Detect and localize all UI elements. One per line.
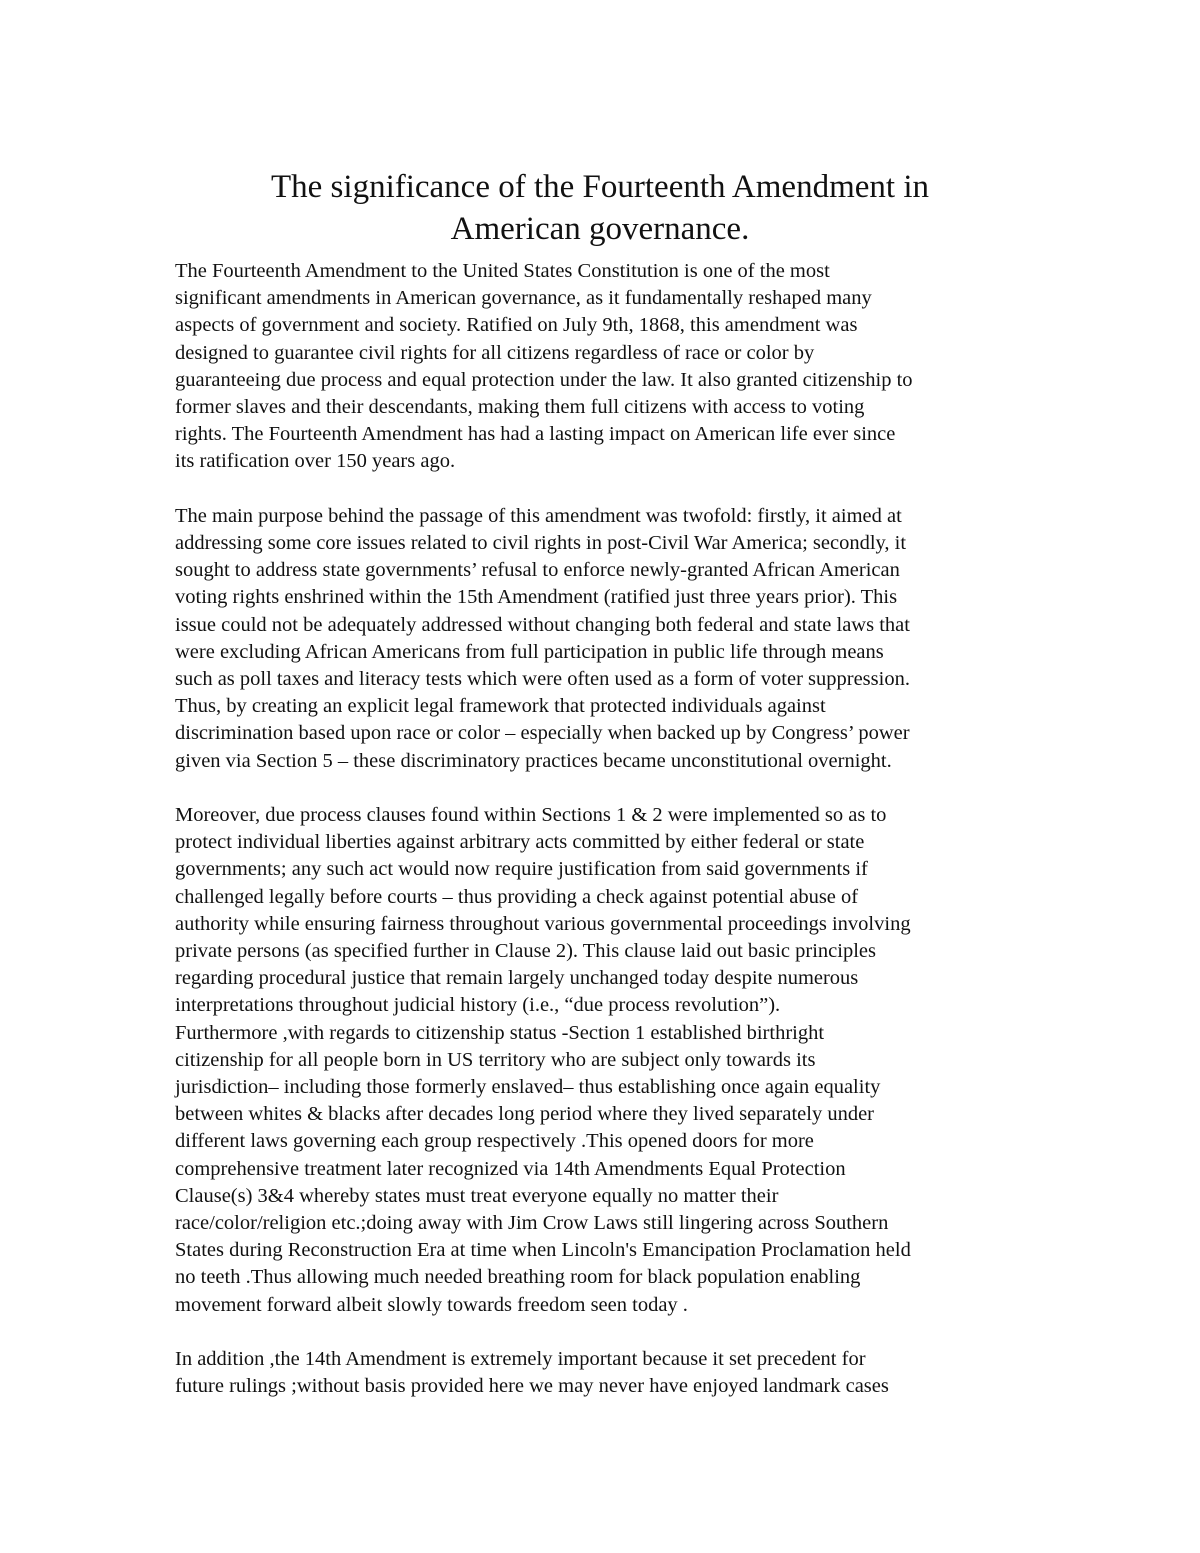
text-line: voting rights enshrined within the 15th Amendment (ratified just three years prior). This (175, 586, 898, 609)
text-line: rights. The Fourteenth Amendment has had a lasting impact on American life ever since (175, 423, 896, 446)
text-line: citizenship for all people born in US territory who are subject only towards its (175, 1048, 816, 1071)
text-line: such as poll taxes and literacy tests which were often used as a form of voter suppression. (175, 668, 910, 691)
text-line: were excluding African Americans from full participation in public life through means (175, 640, 884, 663)
text-line: jurisdiction– including those formerly enslaved– thus establishing once again equality (175, 1076, 881, 1099)
text-line: future rulings ;without basis provided here we may never have enjoyed landmark cases (175, 1375, 889, 1398)
title-line: American governance. (450, 211, 750, 247)
text-line: governments; any such act would now require justification from said governments if (175, 858, 868, 881)
text-line: designed to guarantee civil rights for all citizens regardless of race or color by (175, 341, 815, 364)
text-line: former slaves and their descendants, making them full citizens with access to voting (175, 396, 865, 419)
text-line: movement forward albeit slowly towards freedom seen today . (175, 1293, 688, 1316)
text-line: Furthermore ,with regards to citizenship status -Section 1 established birthright (175, 1021, 825, 1044)
text-line: Clause(s) 3&4 whereby states must treat everyone equally no matter their (175, 1184, 779, 1207)
document-body (175, 258, 1035, 1400)
text-line: Thus, by creating an explicit legal framework that protected individuals against (175, 695, 826, 718)
paragraph-2 (175, 503, 1035, 775)
text-line: significant amendments in American governance, as it fundamentally reshaped many (175, 287, 872, 310)
text-line: interpretations throughout judicial history (i.e., “due process revolution”). (175, 994, 781, 1017)
text-line: sought to address state governments’ refusal to enforce newly-granted African American (175, 559, 900, 582)
text-line: In addition ,the 14th Amendment is extremely important because it set precedent for (175, 1348, 866, 1371)
text-line: protect individual liberties against arbitrary acts committed by either federal or state (175, 831, 865, 854)
text-line: addressing some core issues related to civil rights in post-Civil War America; secondly, it (175, 532, 907, 555)
text-line: aspects of government and society. Ratified on July 9th, 1868, this amendment was (175, 314, 858, 337)
text-line: issue could not be adequately addressed without changing both federal and state laws that (175, 613, 910, 636)
text-line: discrimination based upon race or color – especially when backed up by Congress’ power (175, 722, 910, 745)
text-line: private persons (as specified further in Clause 2). This clause laid out basic principles (175, 940, 876, 963)
text-line: The main purpose behind the passage of this amendment was twofold: firstly, it aimed at (175, 504, 902, 527)
text-line: its ratification over 150 years ago. (175, 450, 456, 473)
paragraph-1 (175, 258, 1035, 476)
text-line: The Fourteenth Amendment to the United States Constitution is one of the most (175, 260, 830, 282)
text-line: Moreover, due process clauses found within Sections 1 & 2 were implemented so as to (175, 804, 887, 827)
text-line: authority while ensuring fairness throughout various governmental proceedings involving (175, 912, 911, 935)
text-line: between whites & blacks after decades long period where they lived separately under (175, 1103, 875, 1126)
paragraph-4 (175, 1346, 1035, 1400)
title-line: The significance of the Fourteenth Amendment in (271, 169, 929, 205)
paragraph-3 (175, 802, 1035, 1319)
text-line: different laws governing each group respectively .This opened doors for more (175, 1130, 814, 1153)
text-line: challenged legally before courts – thus providing a check against potential abuse of (175, 885, 859, 908)
text-line: regarding procedural justice that remain largely unchanged today despite numerous (175, 967, 859, 990)
text-line: race/color/religion etc.;doing away with Jim Crow Laws still lingering across Southern (175, 1212, 889, 1235)
text-line: no teeth .Thus allowing much needed breathing room for black population enabling (175, 1266, 861, 1289)
text-line: guaranteeing due process and equal protection under the law. It also granted citizenship to (175, 368, 913, 391)
text-line: comprehensive treatment later recognized via 14th Amendments Equal Protection (175, 1157, 846, 1180)
text-line: States during Reconstruction Era at time when Lincoln's Emancipation Proclamation held (175, 1239, 911, 1262)
text-line: given via Section 5 – these discriminatory practices became unconstitutional overnight. (175, 749, 892, 772)
document-title (150, 166, 1050, 250)
